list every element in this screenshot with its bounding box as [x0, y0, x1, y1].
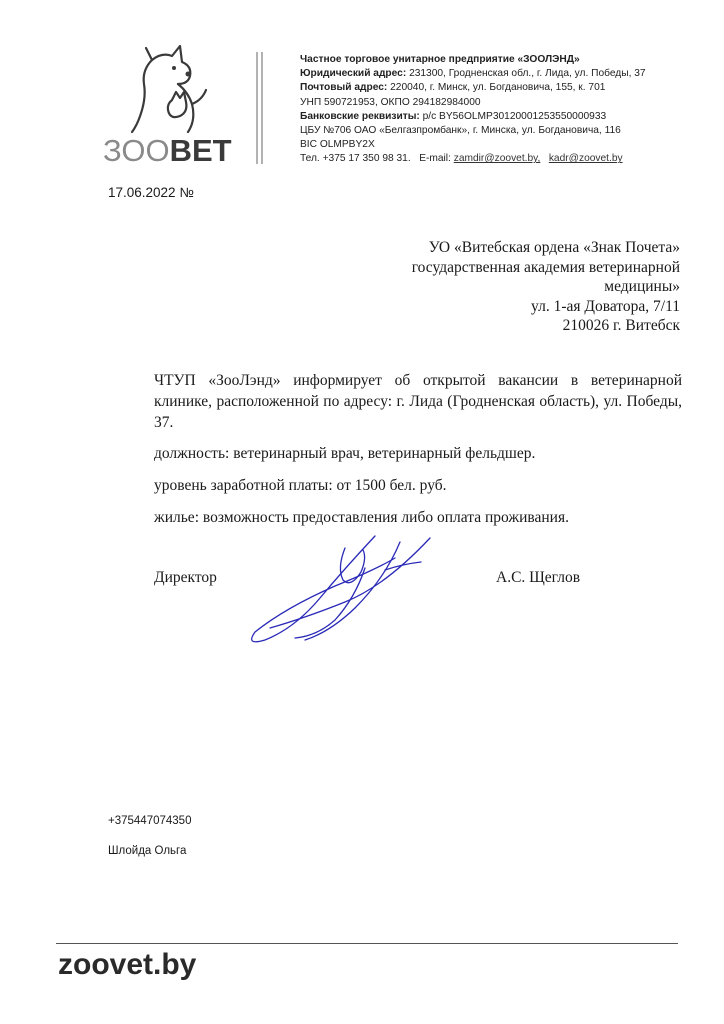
email-link-zamdir[interactable]: zamdir@zoovet.by,: [453, 153, 541, 165]
email-link-kadr[interactable]: kadr@zoovet.by: [548, 153, 623, 165]
logo-wordmark: [103, 134, 232, 168]
recipient-line: государственная академия ветеринарной: [411, 258, 680, 276]
bank-label: Банковские реквизиты:: [300, 110, 420, 122]
org-phone: Тел. +375 17 350 98 31.: [300, 153, 411, 165]
bank-branch: ЦБУ №706 ОАО «Белгазпромбанк», г. Минска, ул. Богдановича, 116: [300, 125, 621, 137]
bank-account: р/с BY56OLMP30120001253550000933: [419, 110, 607, 122]
recipient-line: УО «Витебская ордена «Знак Почета»: [428, 239, 680, 256]
postal-address: 220040, г. Минск, ул. Богдановича, 155, к. 701: [387, 82, 606, 94]
logo-word-zoo: ЗОО: [103, 133, 170, 168]
recipient-block: [320, 238, 680, 336]
dog-and-cat-icon: [122, 40, 222, 136]
footer-divider: [56, 943, 678, 944]
footer-website[interactable]: zoovet.by: [58, 948, 197, 981]
postal-address-label: Почтовый адрес:: [300, 82, 388, 94]
signatory-name: А.С. Щеглов: [496, 569, 581, 586]
signatory-title: Директор: [154, 569, 217, 586]
legal-address: 231300, Гродненская обл., г. Лида, ул. Победы, 37: [406, 68, 646, 80]
position-line: должность: ветеринарный врач, ветеринарный фельдшер.: [154, 445, 536, 462]
email-label: E-mail:: [419, 153, 451, 165]
org-details: [300, 53, 720, 167]
recipient-line: медицины»: [604, 278, 680, 295]
recipient-line: ул. 1-ая Доватора, 7/11: [531, 297, 680, 315]
contact-person: Шлойда Ольга: [108, 845, 187, 857]
body-paragraph: ЧТУП «ЗооЛэнд» информирует об открытой вакансии в ветеринарной клинике, расположенной по адресу: г. Лида (Гродненская область), ул. Победы, 37.: [154, 372, 682, 431]
letter-date: 17.06.2022 №: [108, 185, 194, 200]
bic: BIC OLMPBY2X: [300, 139, 375, 151]
logo-word-vet: ВЕТ: [169, 133, 232, 168]
unp-okpo: УНП 590721953, ОКПО 294182984000: [300, 96, 481, 108]
salary-line: уровень заработной платы: от 1500 бел. руб.: [154, 477, 447, 494]
contact-phone: +375447074350: [108, 815, 192, 827]
housing-line: жилье: возможность предоставления либо оплата проживания.: [154, 509, 569, 526]
legal-address-label: Юридический адрес:: [300, 68, 407, 80]
handwritten-signature: [225, 528, 445, 648]
header-separator: [255, 52, 265, 164]
recipient-line: 210026 г. Витебск: [562, 317, 680, 334]
org-name: Частное торговое унитарное предприятие «ЗООЛЭНД»: [300, 54, 580, 65]
